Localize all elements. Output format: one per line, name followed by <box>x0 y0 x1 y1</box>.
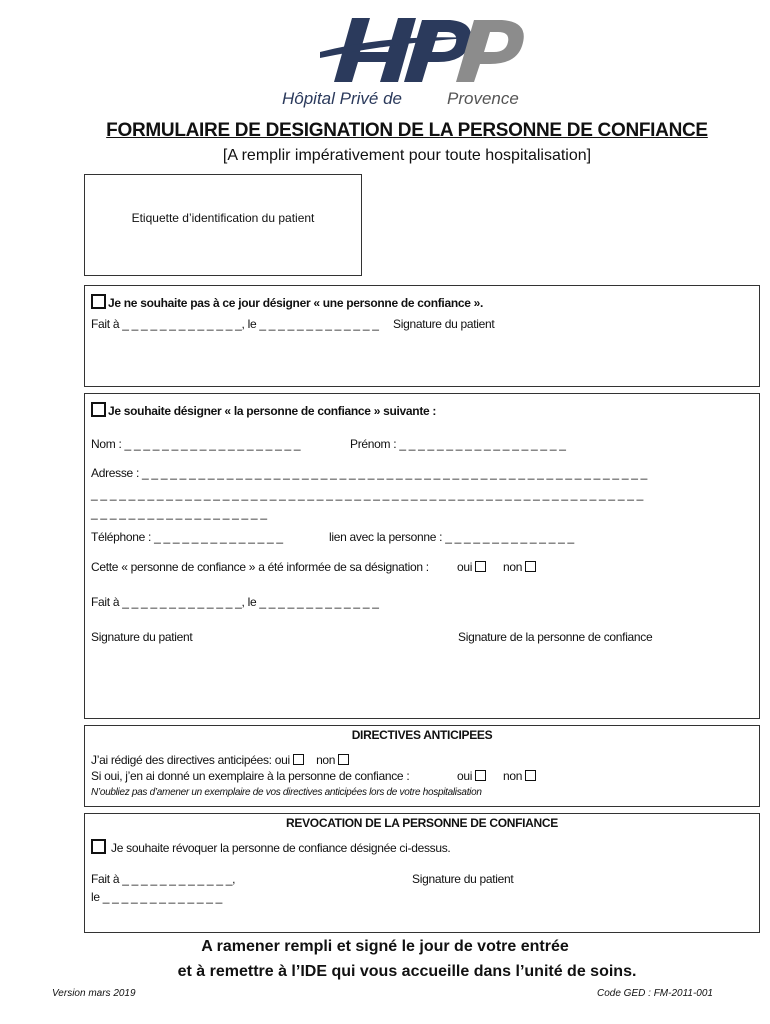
svg-text:Hôpital Privé de: Hôpital Privé de <box>282 89 403 108</box>
informee-oui-label: oui <box>457 560 473 574</box>
designation-heading: Je souhaite désigner « la personne de confiance » suivante : <box>108 404 437 418</box>
signature-patient-label: Signature du patient <box>412 872 514 886</box>
exemplaire-non-label: non <box>503 769 523 783</box>
exemplaire-non-checkbox[interactable] <box>525 770 536 781</box>
footer-instruction-line-2: et à remettre à l’IDE qui vous accueille dans l’unité de soins. <box>177 963 637 980</box>
informee-label: Cette « personne de confiance » a été informée de sa désignation : <box>91 560 429 574</box>
informee-oui-checkbox[interactable] <box>475 561 486 572</box>
patient-label-box <box>84 174 362 276</box>
checkbox-designation[interactable] <box>91 402 106 417</box>
hpp-logo-graphic <box>280 12 540 108</box>
section-designation <box>84 393 760 719</box>
ged-code-label: Code GED : FM-2011-001 <box>597 988 713 999</box>
form-subtitle: [A remplir impérativement pour toute hospitalisation] <box>222 147 592 164</box>
directives-redige-label: J’ai rédigé des directives anticipées: <box>91 753 272 767</box>
section-no-designation <box>84 285 760 387</box>
fait-a-field[interactable]: Fait à _ _ _ _ _ _ _ _ _ _ _ _, <box>91 872 236 886</box>
adresse-field[interactable]: Adresse : _ _ _ _ _ _ _ _ _ _ _ _ _ _ _ _ _ _ _ _ _ _ _ _ _ _ _ _ _ _ _ _ _ _ _ _ _ _ _ _ _ _ _ _ _ _ _ _ _ _ _ _ _ _ <box>91 466 648 480</box>
fait-a-field[interactable]: Fait à _ _ _ _ _ _ _ _ _ _ _ _ _, le _ _ _ _ _ _ _ _ _ _ _ _ _ <box>91 595 379 609</box>
adresse-field-line-2[interactable]: _ _ _ _ _ _ _ _ _ _ _ _ _ _ _ _ _ _ _ _ _ _ _ _ _ _ _ _ _ _ _ _ _ _ _ _ _ _ _ _ _ _ _ _ _ _ _ _ _ _ _ _ _ _ _ _ _ _ _ <box>91 487 644 501</box>
fait-a-field[interactable]: Fait à _ _ _ _ _ _ _ _ _ _ _ _ _, le _ _ _ _ _ _ _ _ _ _ _ _ _ <box>91 317 379 331</box>
revocation-heading: REVOCATION DE LA PERSONNE DE CONFIANCE <box>286 816 558 830</box>
redige-non-checkbox[interactable] <box>338 754 349 765</box>
informee-non-checkbox[interactable] <box>525 561 536 572</box>
exemplaire-oui-label: oui <box>457 769 473 783</box>
checkbox-revocation[interactable] <box>91 839 106 854</box>
exemplaire-oui-checkbox[interactable] <box>475 770 486 781</box>
signature-confiance-label: Signature de la personne de confiance <box>458 630 653 644</box>
le-field[interactable]: le _ _ _ _ _ _ _ _ _ _ _ _ _ <box>91 890 223 904</box>
exemplaire-label: Si oui, j’en ai donné un exemplaire à la personne de confiance : <box>91 769 410 783</box>
lien-field[interactable]: lien avec la personne : _ _ _ _ _ _ _ _ _ _ _ _ _ _ <box>329 530 574 544</box>
checkbox-no-designation[interactable] <box>91 294 106 309</box>
redige-oui-label: oui <box>274 753 290 767</box>
form-title: FORMULAIRE DE DESIGNATION DE LA PERSONNE DE CONFIANCE <box>106 120 708 141</box>
svg-text:Provence: Provence <box>447 89 519 108</box>
directives-heading: DIRECTIVES ANTICIPEES <box>351 728 493 742</box>
telephone-field[interactable]: Téléphone : _ _ _ _ _ _ _ _ _ _ _ _ _ _ <box>91 530 283 544</box>
section-directives <box>84 725 760 807</box>
adresse-field-line-3[interactable]: _ _ _ _ _ _ _ _ _ _ _ _ _ _ _ _ _ _ _ <box>91 506 267 520</box>
nom-field[interactable]: Nom : _ _ _ _ _ _ _ _ _ _ _ _ _ _ _ _ _ _ _ <box>91 437 301 451</box>
no-designation-heading: Je ne souhaite pas à ce jour désigner « une personne de confiance ». <box>108 296 484 310</box>
signature-patient-label: Signature du patient <box>91 630 193 644</box>
version-label: Version mars 2019 <box>52 988 136 999</box>
patient-label-text: Etiquette d’identification du patient <box>131 211 315 225</box>
informee-non-label: non <box>503 560 523 574</box>
signature-patient-label: Signature du patient <box>393 317 495 331</box>
section-revocation <box>84 813 760 933</box>
redige-oui-checkbox[interactable] <box>293 754 304 765</box>
directives-note: N’oubliez pas d’amener un exemplaire de vos directives anticipées lors de votre hospitalisation <box>91 787 482 798</box>
prenom-field[interactable]: Prénom : _ _ _ _ _ _ _ _ _ _ _ _ _ _ _ _ _ _ <box>350 437 566 451</box>
footer-instruction-line-1: A ramener rempli et signé le jour de votre entrée <box>201 938 569 955</box>
hospital-logo <box>280 12 540 108</box>
redige-non-label: non <box>316 753 336 767</box>
revocation-text: Je souhaite révoquer la personne de confiance désignée ci-dessus. <box>111 841 451 855</box>
